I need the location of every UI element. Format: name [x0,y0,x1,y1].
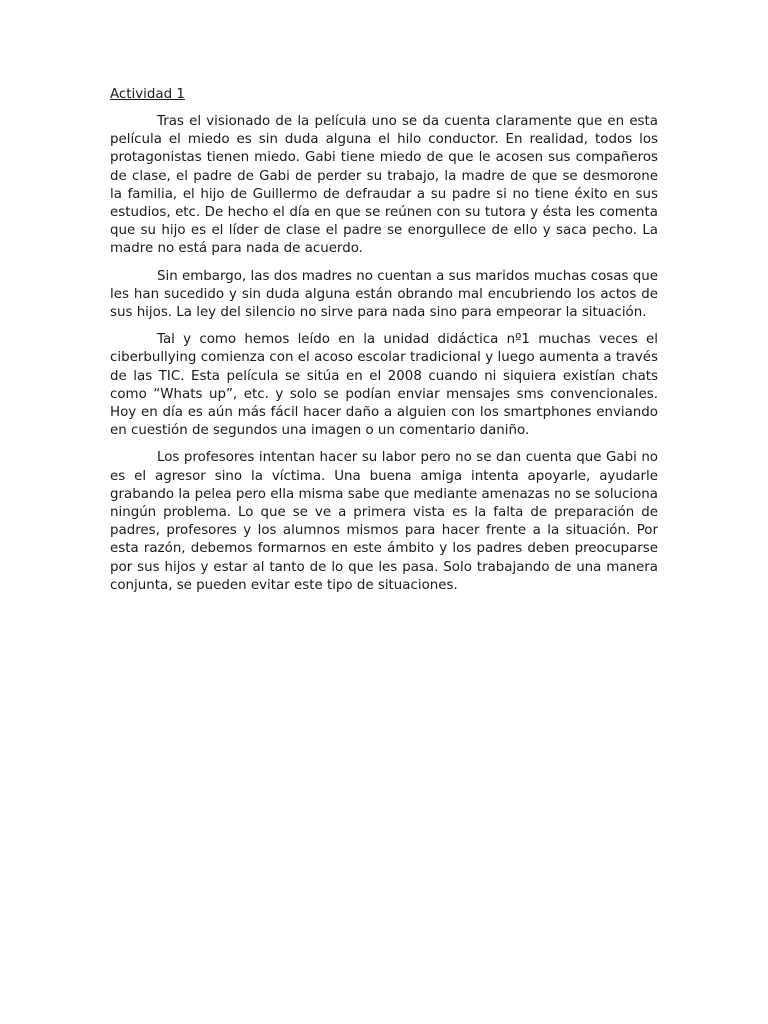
paragraph-2: Sin embargo, las dos madres no cuentan a sus maridos muchas cosas que les han sucedido y sin duda alguna están obrando mal encubriendo los actos de sus hijos. La ley del silencio no sirve para nada sino para empeorar la situación. [110,268,658,321]
paragraph-3: Tal y como hemos leído en la unidad didáctica nº1 muchas veces el ciberbullying comienza con el acoso escolar tradicional y luego aumenta a través de las TIC. Esta película se sitúa en el 2008 cuando ni siquiera existían chats como “Whats up”, etc. y solo se podían enviar mensajes sms convencionales. Hoy en día es aún más fácil hacer daño a alguien con los smartphones enviando en cuestión de segundos una imagen o un comentario daniño. [110,332,658,439]
document-heading: Actividad 1 [110,87,185,102]
document-page [110,86,658,604]
paragraph-1: Tras el visionado de la película uno se da cuenta claramente que en esta película el miedo es sin duda alguna el hilo conductor. En realidad, todos los protagonistas tienen miedo. Gabi tiene miedo de que le acosen sus compañeros de clase, el padre de Gabi de perder su trabajo, la madre de que se desmorone la familia, el hijo de Guillermo de defraudar a su padre si no tiene éxito en sus estudios, etc. De hecho el día en que se reúnen con su tutora y ésta les comenta que su hijo es el líder de clase el padre se enorgullece de ello y saca pecho. La madre no está para nada de acuerdo. [110,114,658,257]
paragraph-4: Los profesores intentan hacer su labor pero no se dan cuenta que Gabi no es el agresor sino la víctima. Una buena amiga intenta apoyarle, ayudarle grabando la pelea pero ella misma sabe que mediante amenazas no se soluciona ningún problema. Lo que se ve a primera vista es la falta de preparación de padres, profesores y los alumnos mismos para hacer frente a la situación. Por esta razón, debemos formarnos en este ámbito y los padres deben preocuparse por sus hijos y estar al tanto de lo que les pasa. Solo trabajando de una manera conjunta, se pueden evitar este tipo de situaciones. [110,450,658,593]
